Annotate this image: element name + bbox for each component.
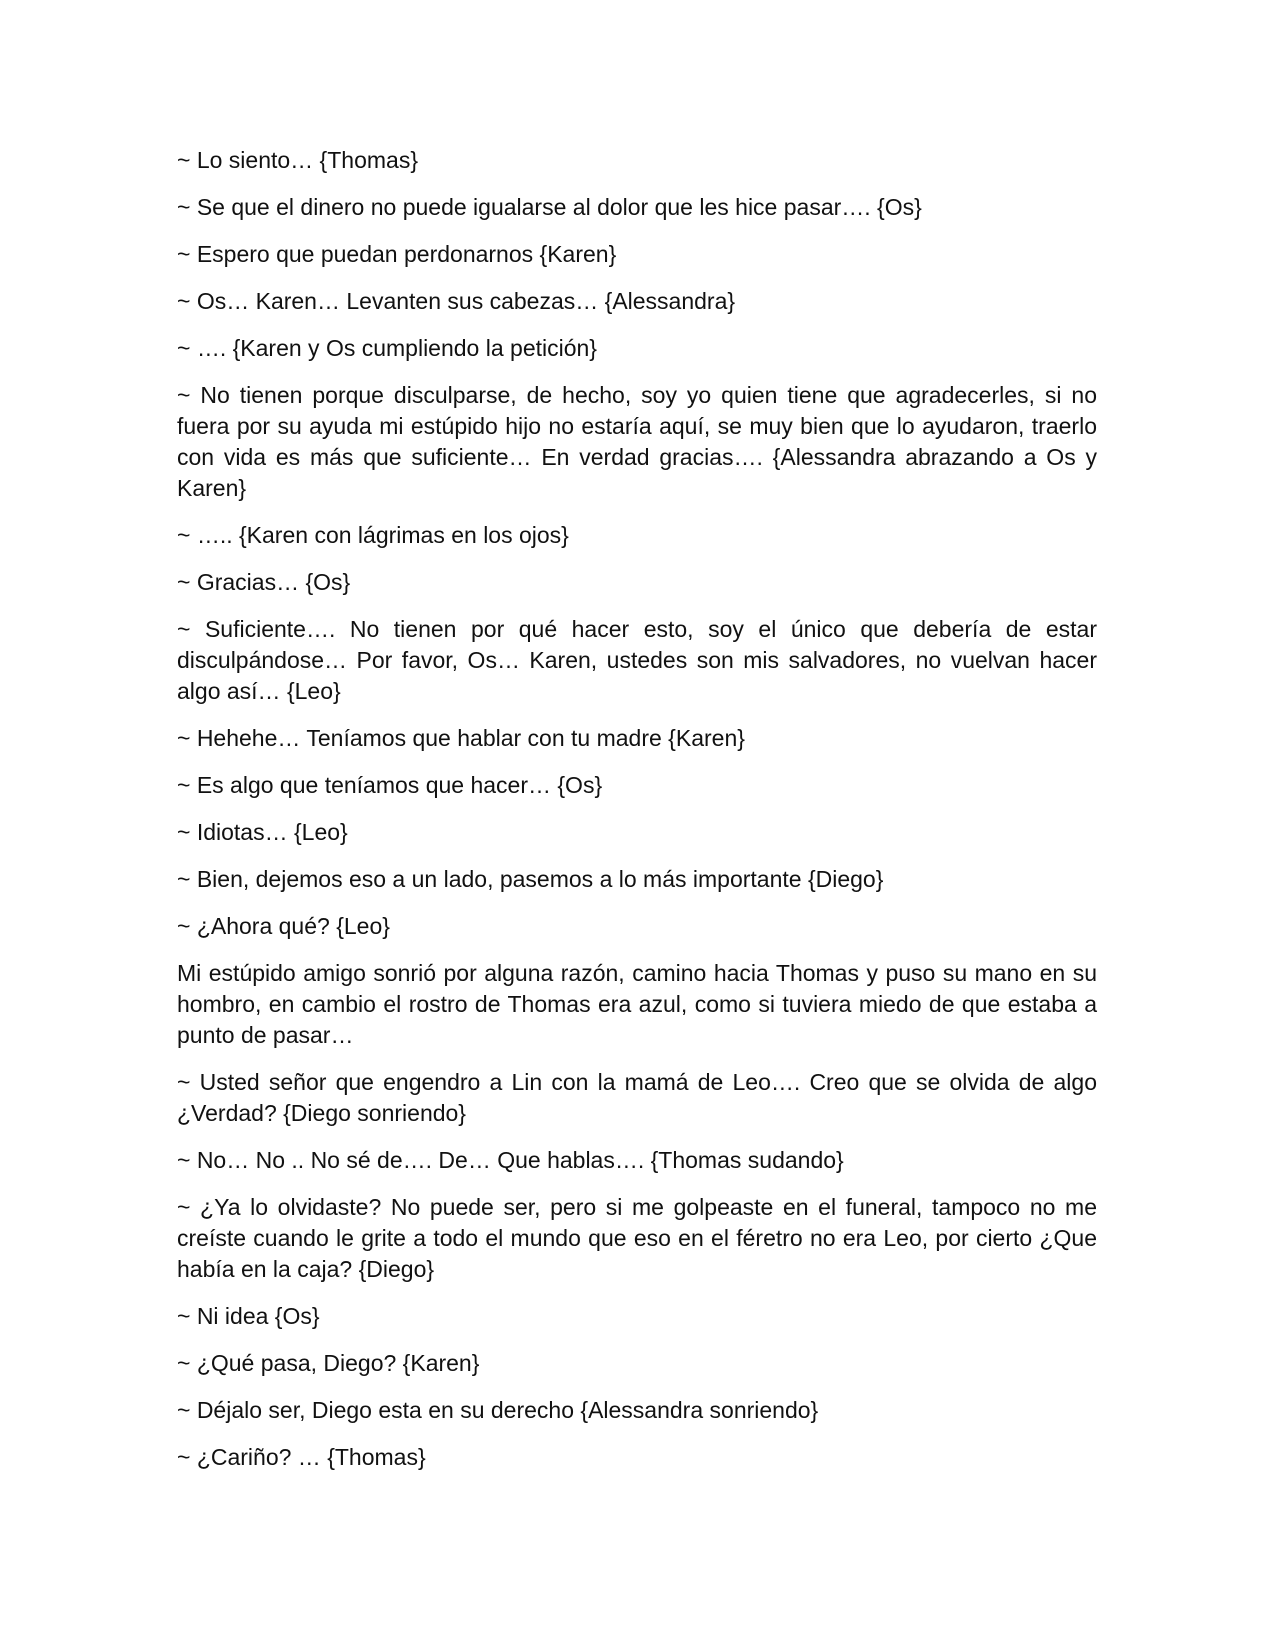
dialogue-line: ~ Suficiente…. No tienen por qué hacer esto, soy el único que debería de estar disculpándose… Por favor, Os… Karen, ustedes son mis salvadores, no vuelvan hacer algo así… {Leo} bbox=[177, 616, 1097, 704]
dialogue-line: ~ Hehehe… Teníamos que hablar con tu madre {Karen} bbox=[177, 725, 745, 751]
dialogue-line: ~ …. {Karen y Os cumpliendo la petición} bbox=[177, 335, 597, 361]
dialogue-line: ~ Ni idea {Os} bbox=[177, 1303, 320, 1329]
document-body bbox=[177, 145, 1097, 1489]
dialogue-line: ~ Idiotas… {Leo} bbox=[177, 819, 348, 845]
dialogue-line: ~ Lo siento… {Thomas} bbox=[177, 147, 419, 173]
dialogue-line: ~ Bien, dejemos eso a un lado, pasemos a lo más importante {Diego} bbox=[177, 866, 884, 892]
dialogue-line: ~ No tienen porque disculparse, de hecho, soy yo quien tiene que agradecerles, si no fuera por su ayuda mi estúpido hijo no estaría aquí, se muy bien que lo ayudaron, traerlo con vida es más que suficiente… En verdad gracias…. {Alessandra abrazando a Os y Karen} bbox=[177, 382, 1097, 501]
dialogue-line: ~ Os… Karen… Levanten sus cabezas… {Alessandra} bbox=[177, 288, 736, 314]
dialogue-line: ~ Se que el dinero no puede igualarse al dolor que les hice pasar…. {Os} bbox=[177, 194, 922, 220]
dialogue-line: ~ No… No .. No sé de…. De… Que hablas…. {Thomas sudando} bbox=[177, 1147, 844, 1173]
dialogue-line: ~ Gracias… {Os} bbox=[177, 569, 351, 595]
dialogue-line: ~ ….. {Karen con lágrimas en los ojos} bbox=[177, 522, 569, 548]
dialogue-line: ~ Usted señor que engendro a Lin con la mamá de Leo…. Creo que se olvida de algo ¿Verdad? {Diego sonriendo} bbox=[177, 1069, 1097, 1126]
dialogue-line: ~ ¿Cariño? … {Thomas} bbox=[177, 1444, 426, 1470]
dialogue-line: ~ Déjalo ser, Diego esta en su derecho {Alessandra sonriendo} bbox=[177, 1397, 819, 1423]
dialogue-line: ~ Espero que puedan perdonarnos {Karen} bbox=[177, 241, 617, 267]
dialogue-line: ~ Es algo que teníamos que hacer… {Os} bbox=[177, 772, 603, 798]
dialogue-line: ~ ¿Ya lo olvidaste? No puede ser, pero si me golpeaste en el funeral, tampoco no me creíste cuando le grite a todo el mundo que eso en el féretro no era Leo, por cierto ¿Que había en la caja? {Diego} bbox=[177, 1194, 1097, 1282]
dialogue-line: ~ ¿Ahora qué? {Leo} bbox=[177, 913, 390, 939]
narration-paragraph: Mi estúpido amigo sonrió por alguna razón, camino hacia Thomas y puso su mano en su hombro, en cambio el rostro de Thomas era azul, como si tuviera miedo de que estaba a punto de pasar… bbox=[177, 960, 1097, 1048]
dialogue-line: ~ ¿Qué pasa, Diego? {Karen} bbox=[177, 1350, 480, 1376]
